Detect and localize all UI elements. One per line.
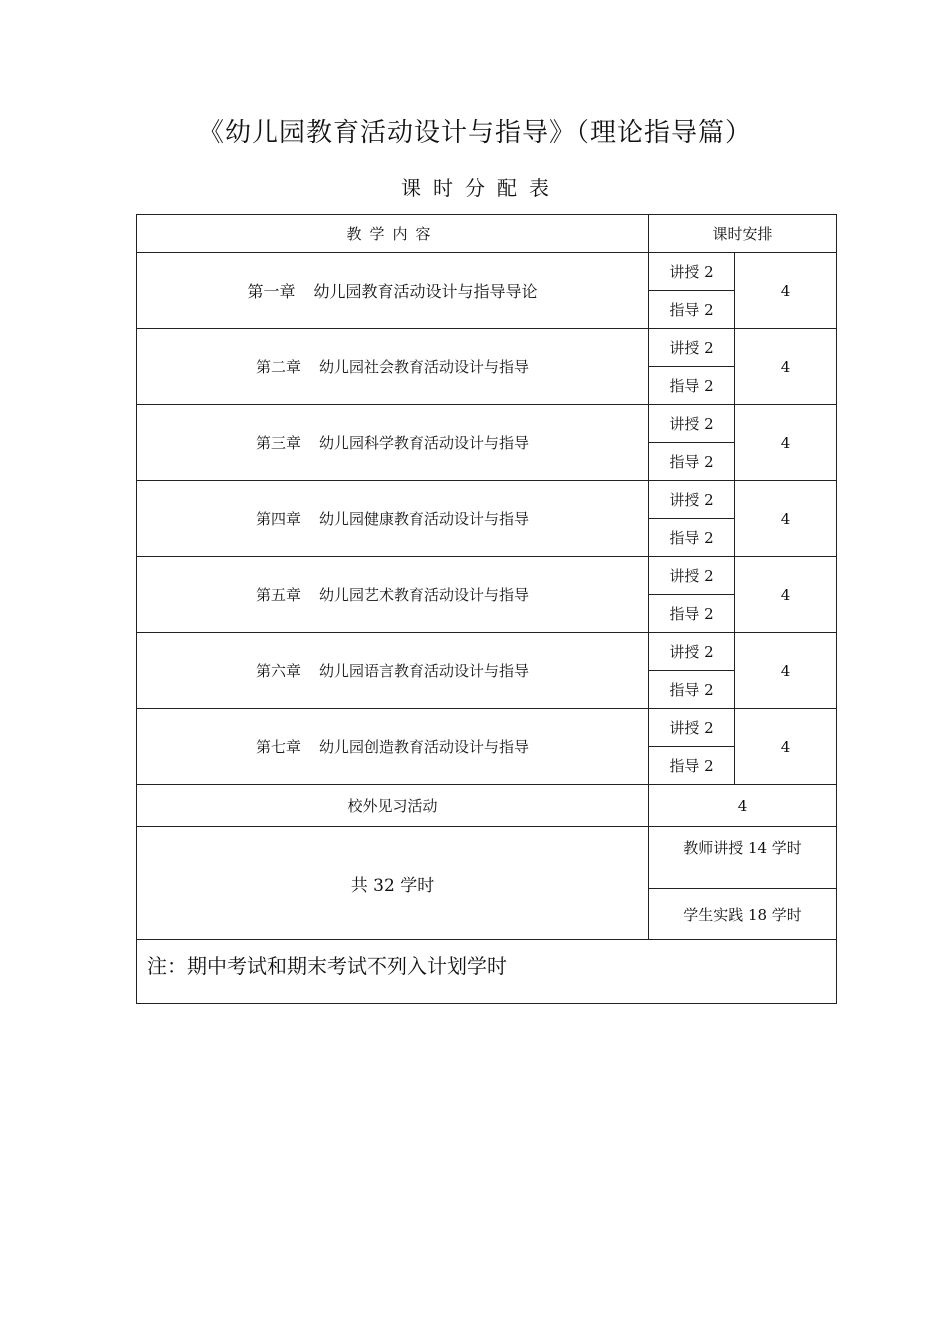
lecture-hours: 讲授 2 xyxy=(649,557,735,595)
guide-hours: 指导 2 xyxy=(649,747,735,785)
table-subtitle: 课时分配表 xyxy=(401,176,561,200)
chapter-title xyxy=(137,557,649,633)
summary-row xyxy=(137,827,837,889)
chapter-number: 第四章 xyxy=(255,510,301,528)
note-text: 注：期中考试和期末考试不列入计划学时 xyxy=(137,940,837,1004)
chapter-name: 幼儿园艺术教育活动设计与指导 xyxy=(319,586,530,604)
note-row xyxy=(137,940,837,1004)
chapter-title xyxy=(137,481,649,557)
chapter-number: 第六章 xyxy=(255,662,301,680)
chapter-number: 第三章 xyxy=(255,434,301,452)
lecture-hours: 讲授 2 xyxy=(649,405,735,443)
total-hours: 共 32 学时 xyxy=(137,827,649,940)
chapter-name: 幼儿园创造教育活动设计与指导 xyxy=(319,738,530,756)
chapter-row xyxy=(137,405,837,443)
field-activity-label: 校外见习活动 xyxy=(137,785,649,827)
chapter-row xyxy=(137,329,837,367)
header-row xyxy=(137,215,837,253)
lecture-hours: 讲授 2 xyxy=(649,709,735,747)
chapter-row xyxy=(137,709,837,747)
chapter-number: 第七章 xyxy=(255,738,301,756)
guide-hours: 指导 2 xyxy=(649,367,735,405)
field-activity-row xyxy=(137,785,837,827)
chapter-title xyxy=(137,709,649,785)
document-title: 《幼儿园教育活动设计与指导》（理论指导篇） xyxy=(197,118,752,148)
guide-hours: 指导 2 xyxy=(649,443,735,481)
chapter-name: 幼儿园健康教育活动设计与指导 xyxy=(319,510,530,528)
chapter-number: 第五章 xyxy=(255,586,301,604)
chapter-row xyxy=(137,481,837,519)
chapter-title xyxy=(137,633,649,709)
lecture-hours: 讲授 2 xyxy=(649,329,735,367)
header-hours: 课时安排 xyxy=(649,215,837,253)
chapter-total-hours: 4 xyxy=(735,709,837,785)
lecture-hours: 讲授 2 xyxy=(649,481,735,519)
chapter-title xyxy=(137,329,649,405)
chapter-total-hours: 4 xyxy=(735,329,837,405)
chapter-title xyxy=(137,253,649,329)
guide-hours: 指导 2 xyxy=(649,671,735,709)
chapter-name: 幼儿园语言教育活动设计与指导 xyxy=(319,662,530,680)
guide-hours: 指导 2 xyxy=(649,291,735,329)
schedule-table xyxy=(136,214,837,1004)
chapter-total-hours: 4 xyxy=(735,405,837,481)
student-practice-hours: 学生实践 18 学时 xyxy=(649,889,837,940)
chapter-total-hours: 4 xyxy=(735,481,837,557)
lecture-hours: 讲授 2 xyxy=(649,633,735,671)
chapter-name: 幼儿园科学教育活动设计与指导 xyxy=(319,434,530,452)
chapter-number: 第二章 xyxy=(255,358,301,376)
lecture-hours: 讲授 2 xyxy=(649,253,735,291)
field-activity-hours: 4 xyxy=(649,785,837,827)
chapter-total-hours: 4 xyxy=(735,253,837,329)
chapter-row xyxy=(137,253,837,291)
chapter-total-hours: 4 xyxy=(735,557,837,633)
chapter-title xyxy=(137,405,649,481)
chapter-row xyxy=(137,633,837,671)
guide-hours: 指导 2 xyxy=(649,595,735,633)
teacher-lecture-hours: 教师讲授 14 学时 xyxy=(649,827,837,889)
chapter-row xyxy=(137,557,837,595)
chapter-total-hours: 4 xyxy=(735,633,837,709)
header-content: 教学内容 xyxy=(137,215,649,253)
chapter-number: 第一章 xyxy=(247,282,296,301)
chapter-name: 幼儿园社会教育活动设计与指导 xyxy=(319,358,530,376)
chapter-name: 幼儿园教育活动设计与指导导论 xyxy=(313,282,538,301)
guide-hours: 指导 2 xyxy=(649,519,735,557)
